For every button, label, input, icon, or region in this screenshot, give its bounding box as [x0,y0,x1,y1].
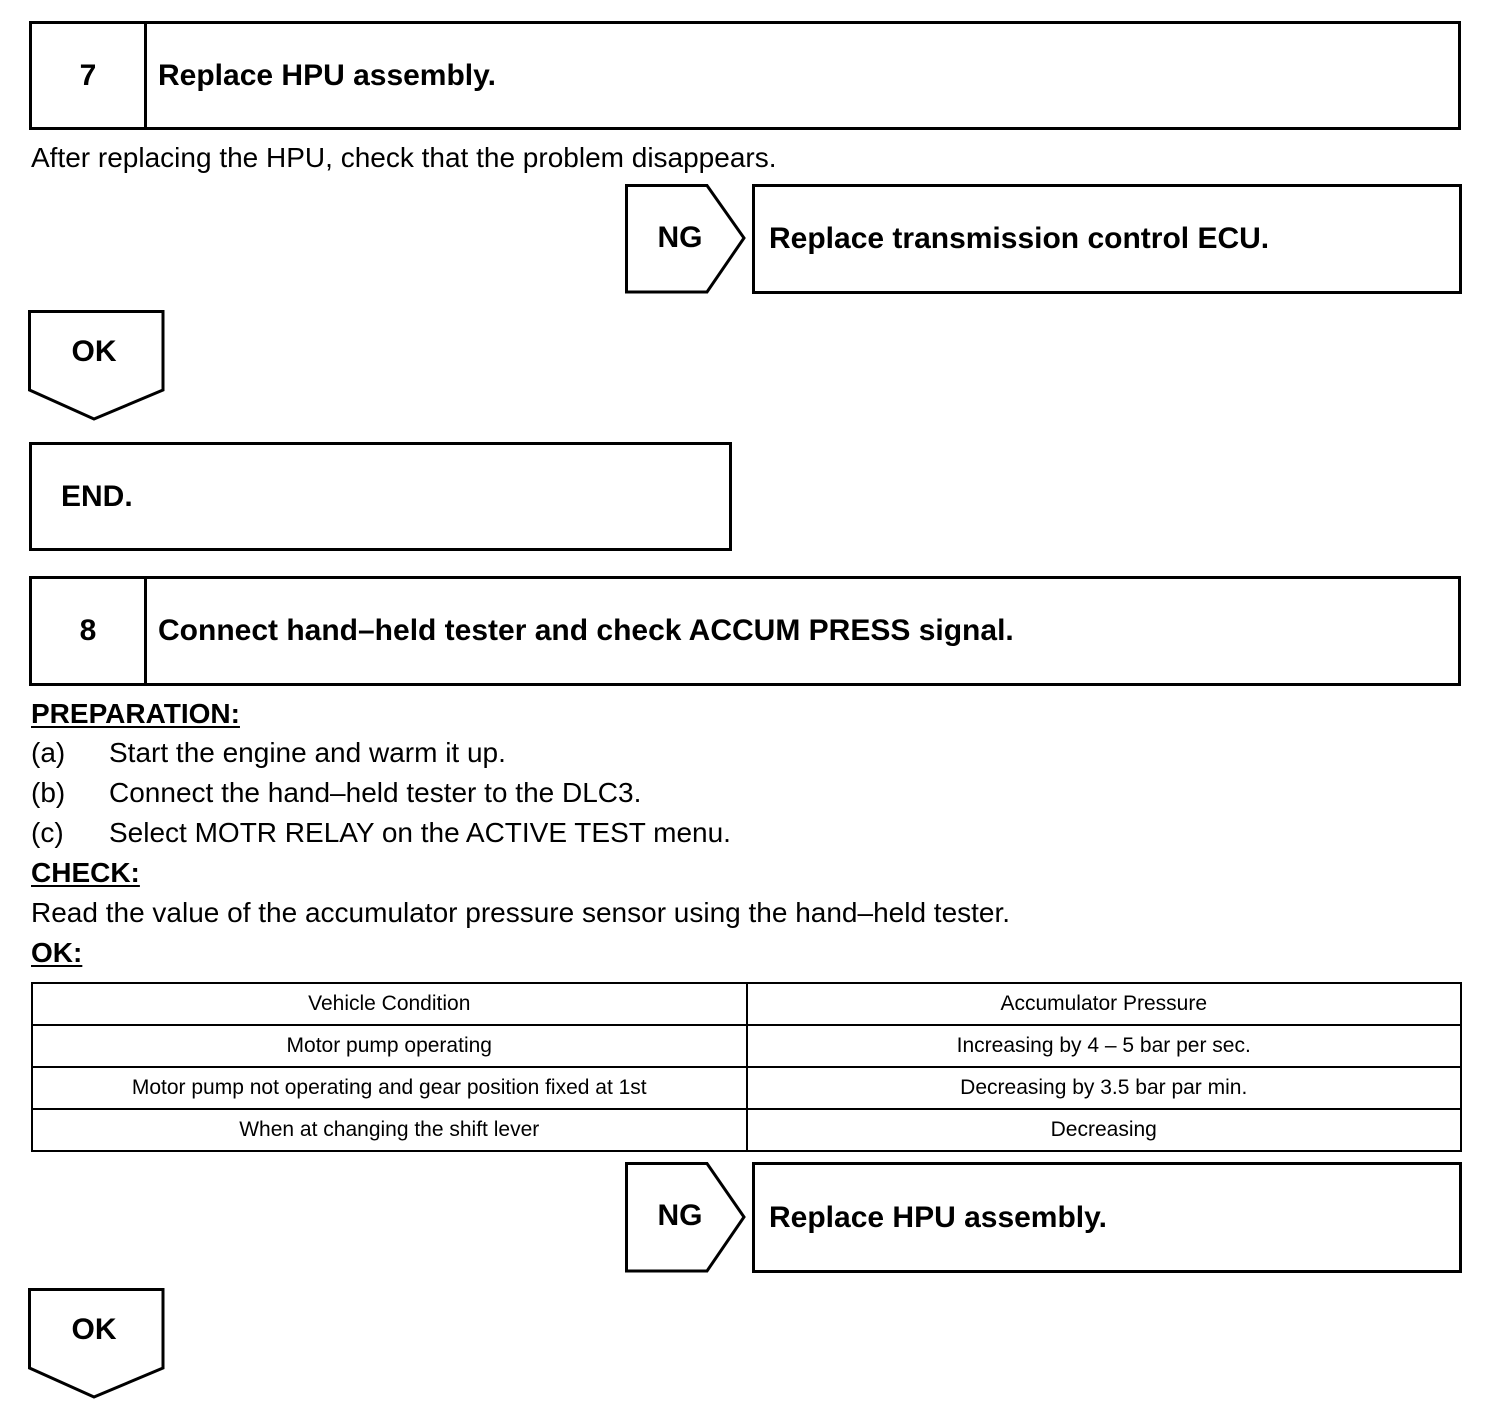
table-cell: Motor pump not operating and gear position fixed at 1st [32,1067,747,1109]
table-cell: Motor pump operating [32,1025,747,1067]
preparation-item [31,777,641,809]
step-7-title: Replace HPU assembly. [158,58,496,92]
ng-action-step-8 [752,1162,1462,1273]
step-7-header [29,21,1461,130]
table-cell: Decreasing [747,1109,1462,1151]
check-heading: CHECK: [31,857,140,888]
preparation-item-text: Start the engine and warm it up. [109,737,506,768]
step-7-note: After replacing the HPU, check that the problem disappears. [31,142,777,173]
ng-action-step-7 [752,184,1462,294]
preparation-item [31,817,731,849]
end-box [29,442,732,551]
preparation-item-text: Connect the hand–held tester to the DLC3. [109,777,642,808]
end-label: END. [61,479,133,513]
table-cell: When at changing the shift lever [32,1109,747,1151]
table-header-row [32,983,1461,1025]
table-row [32,1067,1461,1109]
ok-label-step-8: OK [71,1313,117,1346]
preparation-item-label: (b) [31,777,66,808]
ok-heading: OK: [31,937,83,968]
ng-label-step-8: NG [657,1199,703,1232]
step-8-header [29,576,1461,686]
step-8-title: Connect hand–held tester and check ACCUM PRESS signal. [158,614,1014,647]
table-cell: Decreasing by 3.5 bar par min. [747,1067,1462,1109]
table-header-cell: Vehicle Condition [32,983,747,1025]
ng-action-step-7-text: Replace transmission control ECU. [769,222,1270,255]
ng-label-step-7: NG [657,221,703,254]
check-text: Read the value of the accumulator pressure sensor using the hand–held tester. [31,897,1011,928]
table-header-cell: Accumulator Pressure [747,983,1462,1025]
preparation-heading: PREPARATION: [31,698,240,729]
table-row [32,1109,1461,1151]
preparation-item-text: Select MOTR RELAY on the ACTIVE TEST menu. [109,817,731,848]
table-row [32,1025,1461,1067]
step-8-number: 8 [32,579,147,683]
preparation-item-label: (c) [31,817,64,848]
preparation-item-label: (a) [31,737,66,768]
ok-label-step-7: OK [71,335,117,368]
step-7-number: 7 [32,24,147,127]
table-cell: Increasing by 4 – 5 bar per sec. [747,1025,1462,1067]
preparation-item [31,737,506,769]
ng-action-step-8-text: Replace HPU assembly. [769,1200,1107,1234]
spec-table [31,982,1462,1152]
